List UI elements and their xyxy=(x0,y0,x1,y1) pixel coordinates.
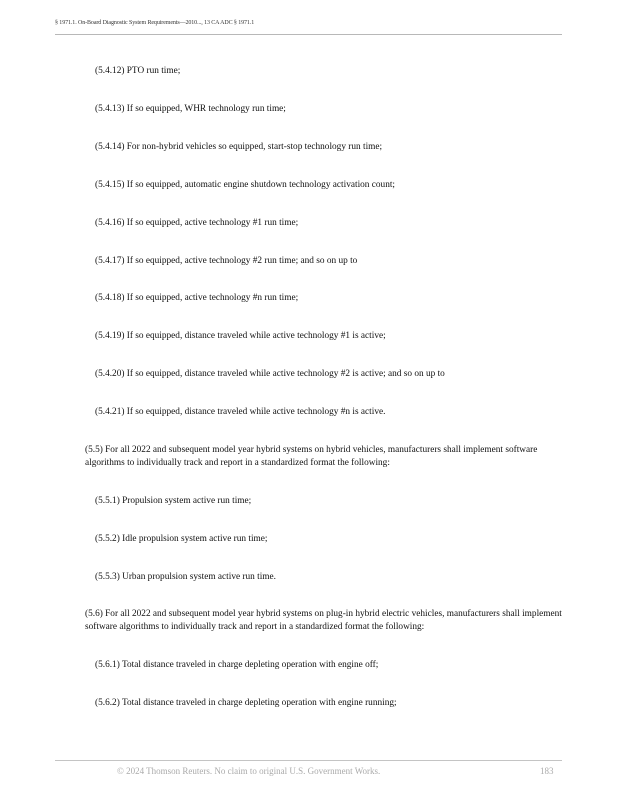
list-item: (5.4.20) If so equipped, distance traveled while active technology #2 is active; and so on up to xyxy=(95,369,445,379)
list-item: (5.4.21) If so equipped, distance traveled while active technology #n is active. xyxy=(95,407,386,417)
list-item: (5.4.18) If so equipped, active technology #n run time; xyxy=(95,293,299,303)
header-divider xyxy=(55,34,562,35)
list-item: (5.4.19) If so equipped, distance traveled while active technology #1 is active; xyxy=(95,331,386,341)
list-item: (5.5.3) Urban propulsion system active run time. xyxy=(95,572,276,582)
list-item: (5.4.17) If so equipped, active technology #2 run time; and so on up to xyxy=(95,256,358,266)
list-item: (5.6.1) Total distance traveled in charge depleting operation with engine off; xyxy=(95,660,379,670)
paragraph-5-6: (5.6) For all 2022 and subsequent model year hybrid systems on plug-in hybrid electric vehicles, manufacturers shall implement software algorithms to individually track and report in a standardized format the following: xyxy=(85,609,562,632)
list-item: (5.4.16) If so equipped, active technology #1 run time; xyxy=(95,218,299,228)
copyright-notice: © 2024 Thomson Reuters. No claim to original U.S. Government Works. xyxy=(117,766,381,776)
running-header: § 1971.1. On-Board Diagnostic System Requirements—2010..., 13 CA ADC § 1971.1 xyxy=(55,20,255,26)
list-item: (5.5.1) Propulsion system active run time; xyxy=(95,496,252,506)
list-item: (5.5.2) Idle propulsion system active run time; xyxy=(95,534,268,544)
page-number: 183 xyxy=(540,766,554,776)
list-item: (5.4.15) If so equipped, automatic engine shutdown technology activation count; xyxy=(95,180,396,190)
footer-divider xyxy=(55,760,562,761)
paragraph-5-5: (5.5) For all 2022 and subsequent model year hybrid systems on hybrid vehicles, manufacturers shall implement software algorithms to individually track and report in a standardized format the following: xyxy=(85,445,538,468)
list-item: (5.4.14) For non-hybrid vehicles so equipped, start-stop technology run time; xyxy=(95,142,383,152)
list-item: (5.4.12) PTO run time; xyxy=(95,66,181,76)
list-item: (5.6.2) Total distance traveled in charge depleting operation with engine running; xyxy=(95,698,397,708)
list-item: (5.4.13) If so equipped, WHR technology run time; xyxy=(95,104,286,114)
